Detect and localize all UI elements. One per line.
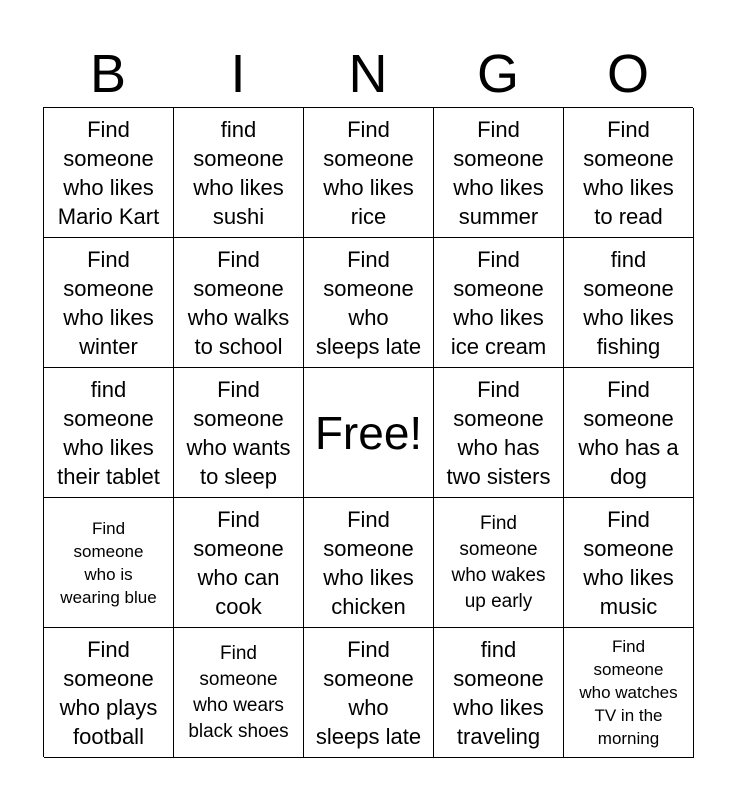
bingo-cell[interactable]: Find someone who watches TV in the morning <box>564 628 694 758</box>
bingo-cell[interactable]: Find someone who is wearing blue <box>44 498 174 628</box>
bingo-cell[interactable]: Find someone who can cook <box>174 498 304 628</box>
bingo-cell[interactable]: Find someone who likes music <box>564 498 694 628</box>
bingo-cell[interactable]: Find someone who likes to read <box>564 108 694 238</box>
bingo-cell[interactable]: Find someone who sleeps late <box>304 628 434 758</box>
bingo-cell[interactable]: Find someone who plays football <box>44 628 174 758</box>
bingo-cell[interactable]: Find someone who wants to sleep <box>174 368 304 498</box>
header-letter-i: I <box>230 44 246 104</box>
bingo-cell[interactable]: Find someone who likes ice cream <box>434 238 564 368</box>
header-letter-n: N <box>348 44 388 104</box>
bingo-cell[interactable]: Find someone who likes summer <box>434 108 564 238</box>
bingo-cell[interactable]: find someone who likes their tablet <box>44 368 174 498</box>
bingo-cell[interactable]: Find someone who has a dog <box>564 368 694 498</box>
bingo-cell[interactable]: Find someone who likes winter <box>44 238 174 368</box>
free-space-cell[interactable]: Free! <box>304 368 434 498</box>
bingo-cell[interactable]: find someone who likes fishing <box>564 238 694 368</box>
header-letter-b: B <box>89 44 127 104</box>
bingo-cell[interactable]: Find someone who likes Mario Kart <box>44 108 174 238</box>
bingo-cell[interactable]: find someone who likes sushi <box>174 108 304 238</box>
bingo-cell[interactable]: Find someone who likes chicken <box>304 498 434 628</box>
bingo-header <box>43 40 693 108</box>
header-letter-o: O <box>606 44 649 104</box>
bingo-board <box>43 107 693 757</box>
bingo-cell[interactable]: Find someone who wears black shoes <box>174 628 304 758</box>
bingo-cell[interactable]: Find someone who wakes up early <box>434 498 564 628</box>
bingo-cell[interactable]: Find someone who likes rice <box>304 108 434 238</box>
bingo-cell[interactable]: Find someone who sleeps late <box>304 238 434 368</box>
bingo-cell[interactable]: find someone who likes traveling <box>434 628 564 758</box>
bingo-cell[interactable]: Find someone who walks to school <box>174 238 304 368</box>
header-letter-g: G <box>476 44 519 104</box>
bingo-cell[interactable]: Find someone who has two sisters <box>434 368 564 498</box>
